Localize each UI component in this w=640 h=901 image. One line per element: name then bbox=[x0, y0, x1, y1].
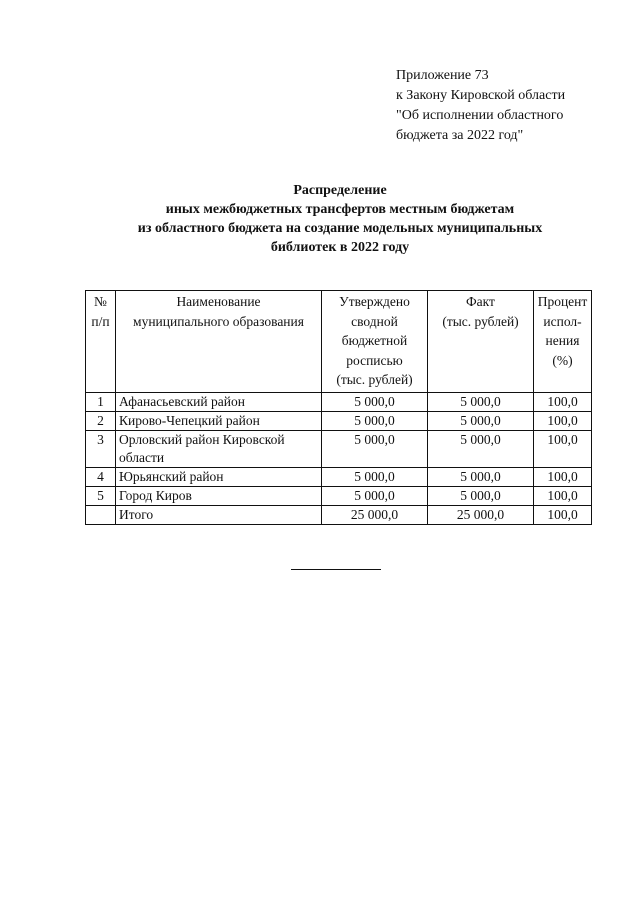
row-num: 2 bbox=[86, 411, 116, 430]
total-label: Итого bbox=[116, 505, 322, 524]
table-row bbox=[86, 430, 592, 467]
title-line-1: Распределение bbox=[293, 183, 387, 198]
header-name: Наименование муниципального образования bbox=[116, 291, 322, 393]
total-approved: 25 000,0 bbox=[322, 505, 428, 524]
row-fact: 5 000,0 bbox=[428, 430, 534, 467]
row-fact: 5 000,0 bbox=[428, 467, 534, 486]
row-fact: 5 000,0 bbox=[428, 392, 534, 411]
row-approved: 5 000,0 bbox=[322, 430, 428, 467]
distribution-table bbox=[85, 290, 592, 525]
total-percent: 100,0 bbox=[534, 505, 592, 524]
row-approved: 5 000,0 bbox=[322, 486, 428, 505]
row-approved: 5 000,0 bbox=[322, 392, 428, 411]
title-line-4: библиотек в 2022 году bbox=[270, 240, 410, 255]
row-num: 5 bbox=[86, 486, 116, 505]
row-name: Афанасьевский район bbox=[116, 392, 322, 411]
row-percent: 100,0 bbox=[534, 486, 592, 505]
row-percent: 100,0 bbox=[534, 467, 592, 486]
row-percent: 100,0 bbox=[534, 411, 592, 430]
appendix-line-3: "Об исполнении областного bbox=[396, 108, 564, 123]
table-row bbox=[86, 392, 592, 411]
appendix-line-4: бюджета за 2022 год" bbox=[396, 128, 524, 143]
row-fact: 5 000,0 bbox=[428, 411, 534, 430]
total-fact: 25 000,0 bbox=[428, 505, 534, 524]
row-approved: 5 000,0 bbox=[322, 411, 428, 430]
table-row bbox=[86, 467, 592, 486]
row-name: Кирово-Чепецкий район bbox=[116, 411, 322, 430]
row-percent: 100,0 bbox=[534, 392, 592, 411]
appendix-line-1: Приложение 73 bbox=[396, 68, 489, 83]
header-percent: Процент испол- нения (%) bbox=[534, 291, 592, 393]
table-row bbox=[86, 486, 592, 505]
row-name: Орловский район Кировской области bbox=[116, 430, 322, 467]
total-num bbox=[86, 505, 116, 524]
row-num: 1 bbox=[86, 392, 116, 411]
title-line-2: иных межбюджетных трансфертов местным бюджетам bbox=[165, 202, 515, 217]
row-percent: 100,0 bbox=[534, 430, 592, 467]
row-approved: 5 000,0 bbox=[322, 467, 428, 486]
appendix-line-2: к Закону Кировской области bbox=[396, 88, 566, 103]
appendix-note bbox=[396, 66, 565, 146]
table-total-row bbox=[86, 505, 592, 524]
table-row bbox=[86, 411, 592, 430]
header-num: № п/п bbox=[86, 291, 116, 393]
row-num: 3 bbox=[86, 430, 116, 467]
row-name: Город Киров bbox=[116, 486, 322, 505]
closing-divider-line bbox=[291, 569, 381, 570]
document-title bbox=[90, 181, 590, 257]
header-fact: Факт (тыс. рублей) bbox=[428, 291, 534, 393]
table-header-row bbox=[86, 291, 592, 393]
header-approved: Утверждено сводной бюджетной росписью (тыс. рублей) bbox=[322, 291, 428, 393]
title-line-3: из областного бюджета на создание модельных муниципальных bbox=[137, 221, 543, 236]
row-num: 4 bbox=[86, 467, 116, 486]
row-fact: 5 000,0 bbox=[428, 486, 534, 505]
row-name: Юрьянский район bbox=[116, 467, 322, 486]
